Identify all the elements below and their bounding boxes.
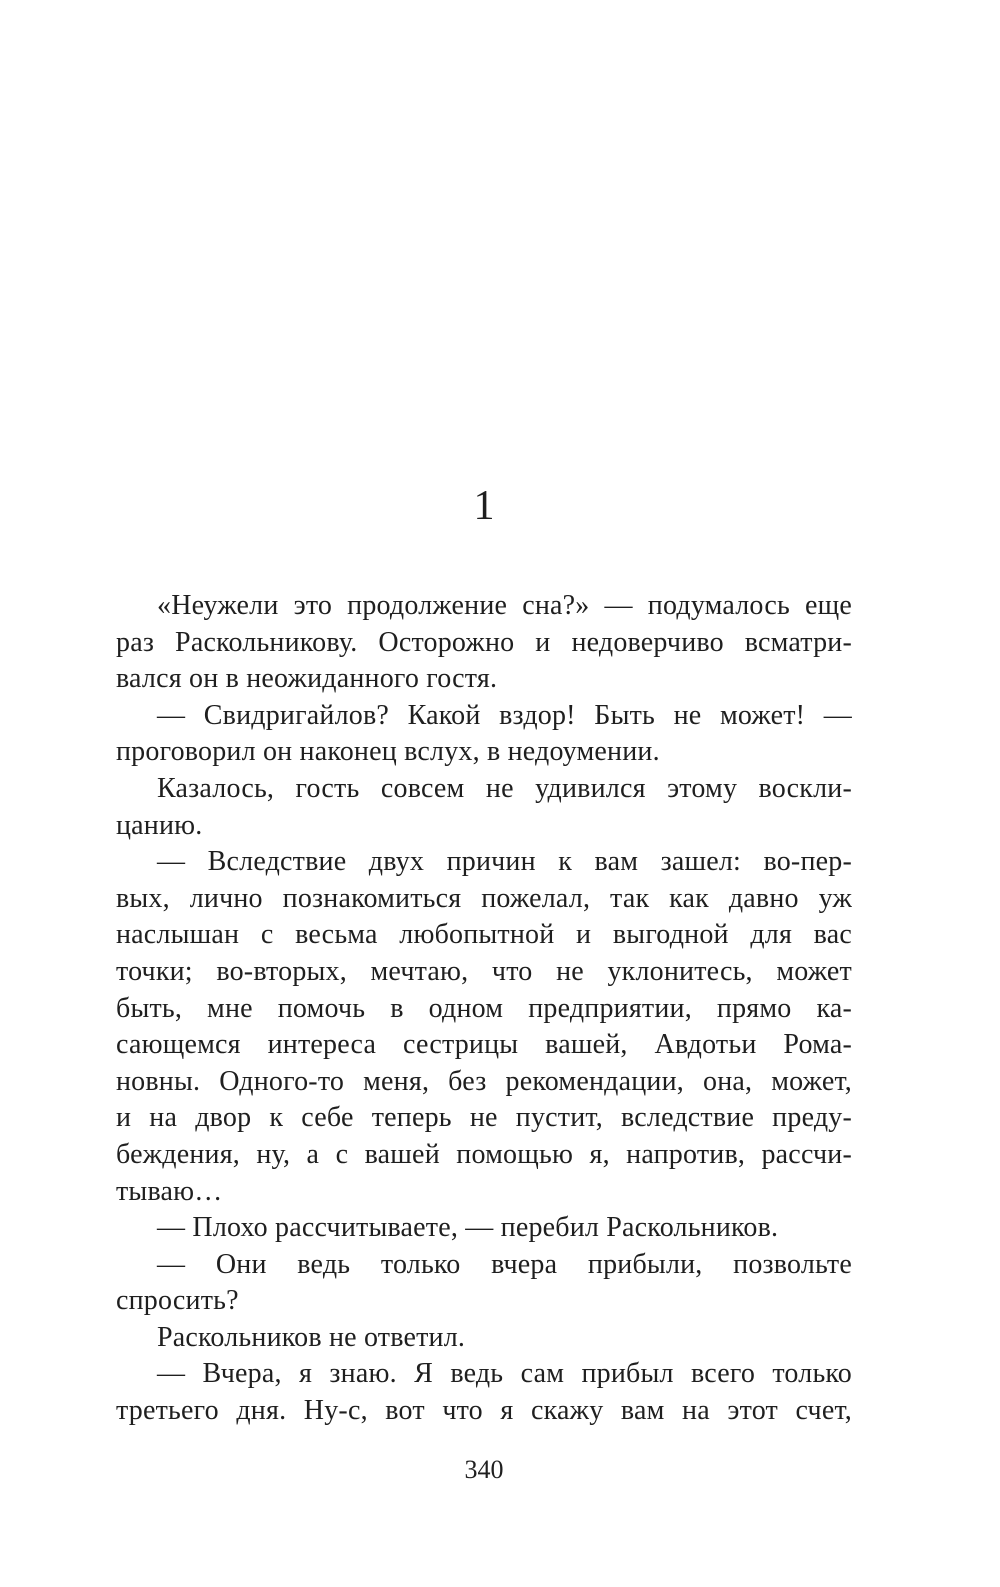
body-text bbox=[116, 588, 852, 1430]
text-line: раз Раскольникову. Осторожно и недоверчиво всматри- bbox=[116, 626, 852, 658]
text-line: наслышан с весьма любопытной и выгодной для вас bbox=[116, 919, 852, 951]
text-line: проговорил он наконец вслух, в недоумении. bbox=[116, 736, 660, 768]
text-line: — Вследствие двух причин к вам зашел: во-пер- bbox=[157, 846, 852, 878]
text-line: «Неужели это продолжение сна?» — подумалось еще bbox=[157, 590, 852, 621]
text-line: сающемся интереса сестрицы вашей, Авдотьи Рома- bbox=[116, 1029, 852, 1061]
text-line: тываю… bbox=[116, 1175, 223, 1207]
text-line: спросить? bbox=[116, 1285, 239, 1317]
text-line: цанию. bbox=[116, 809, 203, 841]
text-line: — Вчера, я знаю. Я ведь сам прибыл всего только bbox=[157, 1358, 852, 1390]
text-line: — Они ведь только вчера прибыли, позвольте bbox=[157, 1248, 852, 1280]
text-line: Казалось, гость совсем не удивился этому воскли- bbox=[157, 772, 852, 804]
text-line: и на двор к себе теперь не пустит, вследствие преду- bbox=[116, 1102, 852, 1134]
text-line: третьего дня. Ну-с, вот что я скажу вам на этот счет, bbox=[116, 1395, 852, 1427]
text-line: вался он в неожиданного гостя. bbox=[116, 663, 498, 695]
text-line: беждения, ну, а с вашей помощью я, напротив, рассчи- bbox=[116, 1138, 852, 1170]
text-line: Раскольников не ответил. bbox=[157, 1321, 466, 1353]
text-line: быть, мне помочь в одном предприятии, прямо ка- bbox=[116, 992, 852, 1024]
chapter-number: 1 bbox=[473, 483, 495, 529]
text-line: вых, лично познакомиться пожелал, так как давно уж bbox=[116, 882, 852, 914]
text-line: — Плохо рассчитываете, — перебил Раскольников. bbox=[157, 1212, 779, 1244]
text-line: новны. Одного-то меня, без рекомендации, она, может, bbox=[116, 1065, 852, 1097]
page-number: 340 bbox=[464, 1455, 504, 1484]
text-line: точки; во-вторых, мечтаю, что не уклонитесь, может bbox=[116, 955, 852, 987]
text-line: — Свидригайлов? Какой вздор! Быть не может! — bbox=[157, 699, 852, 731]
